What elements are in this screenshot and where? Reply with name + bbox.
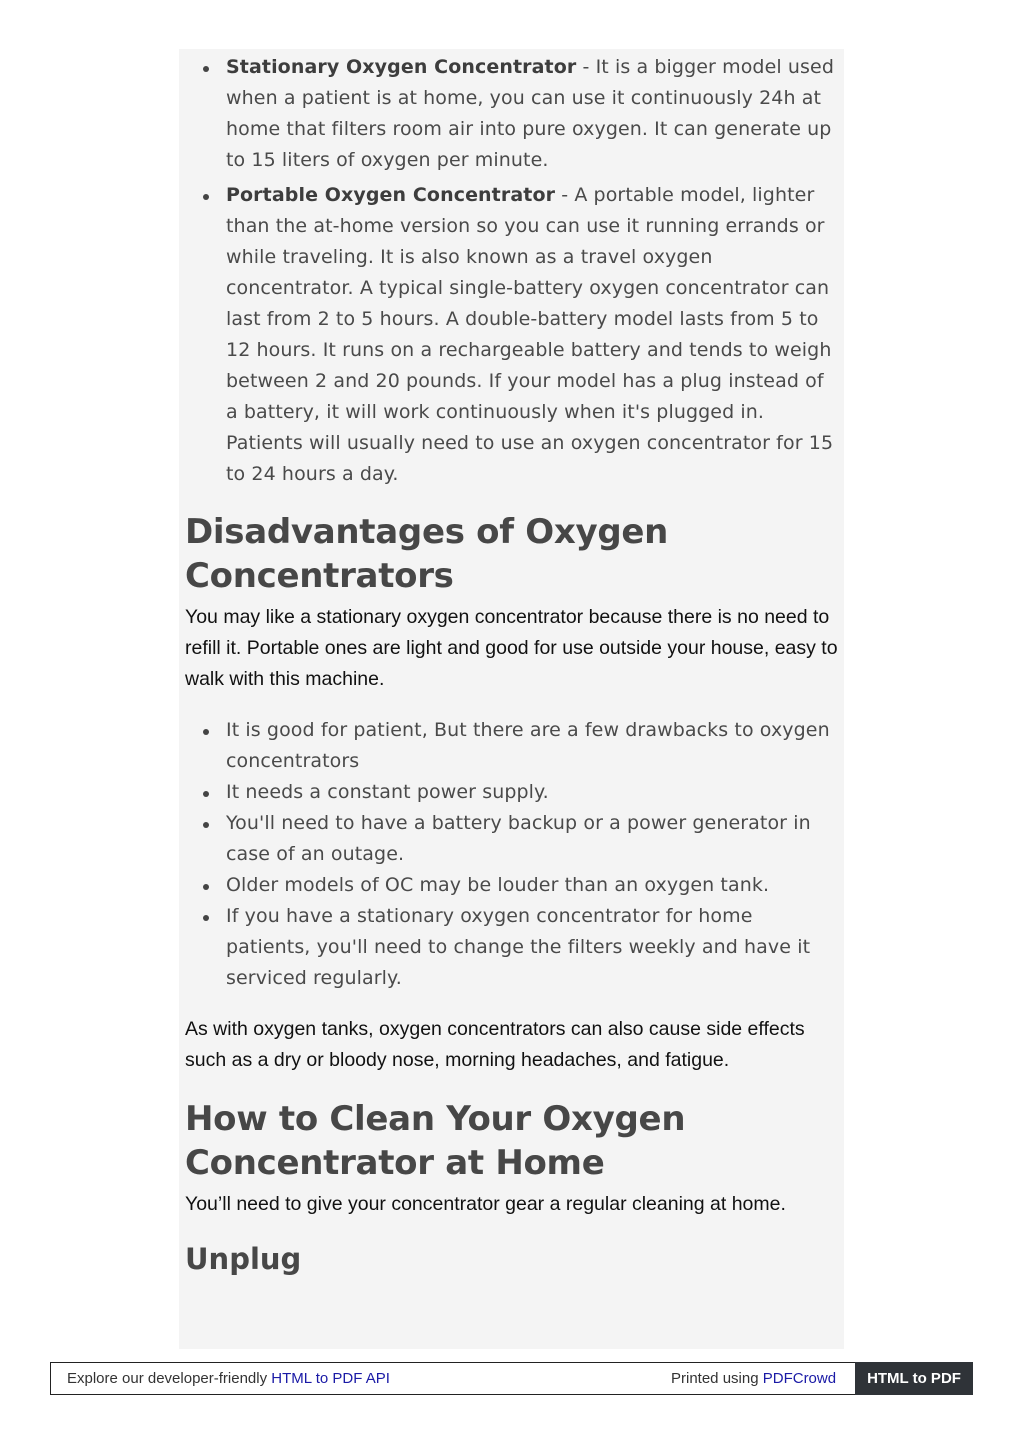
bullet-icon [203,66,209,72]
html-to-pdf-button[interactable]: HTML to PDF [855,1362,973,1395]
bullet-icon [203,822,209,828]
bullet-icon [203,915,209,921]
list-item: It needs a constant power supply. [185,777,840,808]
bullet-icon [203,884,209,890]
list-item: You'll need to have a battery backup or a power generator in case of an outage. [185,808,840,870]
bullet-icon [203,194,209,200]
drawbacks-list [185,715,840,994]
pdf-footer-bar [50,1362,973,1395]
section-heading-cleaning: How to Clean Your Oxygen Concentrator at Home [185,1099,686,1183]
subheading-unplug: Unplug [185,1242,302,1276]
pdfcrowd-link[interactable]: PDFCrowd [762,1370,837,1387]
list-item-term: Stationary Oxygen Concentrator [226,56,577,78]
footer-printed: Printed using PDFCrowd [671,1370,837,1387]
list-item: If you have a stationary oxygen concentrator for home patients, you'll need to change the filters weekly and have it serviced regularly. [185,901,840,994]
list-item [185,52,840,176]
list-item: Older models of OC may be louder than an oxygen tank. [185,870,840,901]
html-to-pdf-api-link[interactable]: HTML to PDF API [271,1370,390,1387]
bullet-icon [203,729,209,735]
list-item-text: - A portable model, lighter than the at-home version so you can use it running errands or while traveling. It is also known as a travel oxygen concentrator. A typical single-battery oxygen concentrator can last from 2 to 5 hours. A double-battery model lasts from 5 to 12 hours. It runs on a rechargeable battery and tends to weigh between 2 and 20 pounds. If your model has a plug instead of a battery, it will work continuously when it's plugged in. Patients will usually need to use an oxygen concentrator for 15 to 24 hours a day. [226,184,834,485]
list-item [185,180,840,490]
cleaning-intro: You’ll need to give your concentrator gear a regular cleaning at home. [185,1193,786,1215]
disadvantages-intro: You may like a stationary oxygen concentrator because there is no need to refill it. Portable ones are light and good for use outside your house, easy to walk with this machine. [185,606,838,690]
article-content [185,49,840,1279]
list-item: It is good for patient, But there are a few drawbacks to oxygen concentrators [185,715,840,777]
bullet-icon [203,791,209,797]
section-heading-disadvantages: Disadvantages of Oxygen Concentrators [185,512,669,596]
list-item-term: Portable Oxygen Concentrator [226,184,556,206]
concentrator-types-list [185,52,840,490]
list-item-text: - It is a bigger model used when a patient is at home, you can use it continuously 24h at home that filters room air into pure oxygen. It can generate up to 15 liters of oxygen per minute. [226,56,834,171]
footer-explore: Explore our developer-friendly HTML to PDF API [67,1370,390,1387]
disadvantages-outro: As with oxygen tanks, oxygen concentrators can also cause side effects such as a dry or bloody nose, morning headaches, and fatigue. [185,1018,805,1071]
